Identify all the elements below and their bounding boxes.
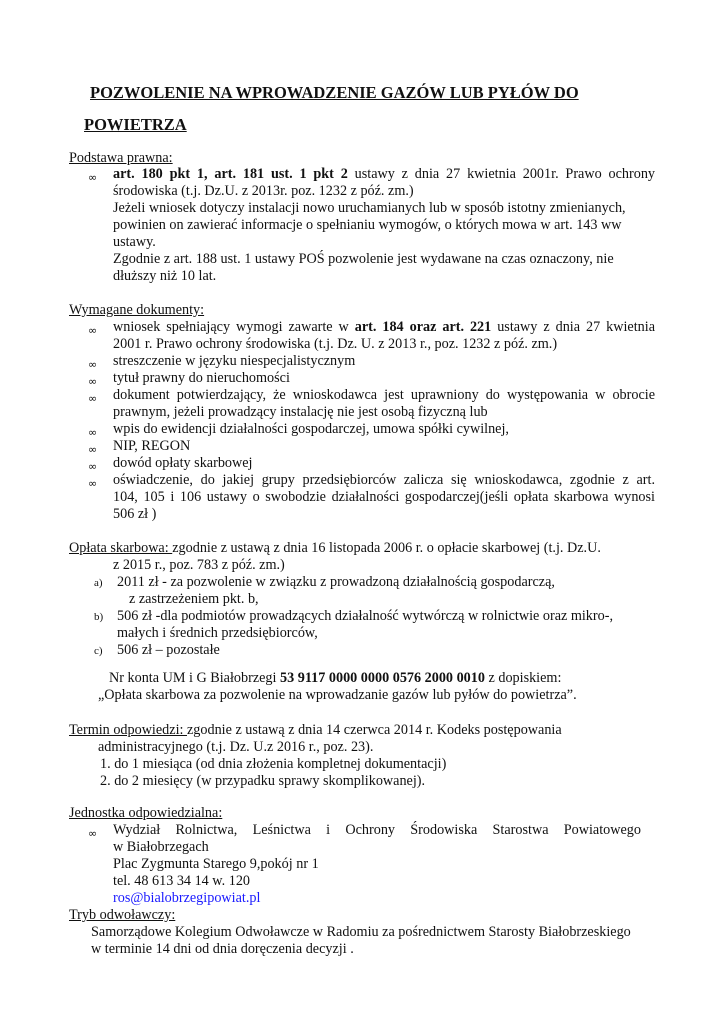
email-link[interactable]: ros@bialobrzegipowiat.pl [113,890,261,906]
bullet-icon: ∞ [88,443,98,456]
oplata-b-line1: 506 zł -dla podmiotów prowadzących działalność wytwórczą w rolnictwie oraz mikro-, [117,608,613,624]
podstawa-p2-line2: powinien on zawierać informacje o spełnianiu wymogów, o których mowa w art. 143 ww [113,217,622,233]
list-marker-a: a) [94,577,103,589]
oplata-heading: Opłata skarbowa: [69,540,173,556]
bank-account-label: Nr konta UM i G Białobrzegi [109,670,281,686]
bullet-icon: ∞ [88,426,98,439]
list-marker-b: b) [94,611,104,623]
wymagane-item-5: wpis do ewidencji działalności gospodarczej, umowa spółki cywilnej, [113,421,509,437]
termin-option-2: 2. do 2 miesięcy (w przypadku sprawy skomplikowanej). [100,773,426,789]
wymagane-heading: Wymagane dokumenty: [69,302,205,318]
wymagane-item-6: NIP, REGON [113,438,191,454]
bullet-icon: ∞ [88,477,98,490]
jednostka-heading: Jednostka odpowiedzialna: [69,805,223,821]
termin-line1-text: zgodnie z ustawą z dnia 14 czerwca 2014 r. Kodeks postępowania [187,722,562,738]
bullet-icon: ∞ [88,324,98,337]
bullet-icon: ∞ [88,460,98,473]
oplata-line1-text: zgodnie z ustawą z dnia 16 listopada 2006 r. o opłacie skarbowej (t.j. Dz.U. [172,540,601,556]
jednostka-phone: tel. 48 613 34 14 w. 120 [113,873,251,889]
podstawa-heading: Podstawa prawna: [69,150,173,166]
wymagane-item-1-c: ustawy z dnia 27 kwietnia [491,319,655,335]
oplata-a-line2: z zastrzeżeniem pkt. b, [129,591,259,607]
jednostka-address: Plac Zygmunta Starego 9,pokój nr 1 [113,856,319,872]
wymagane-item-1 [113,319,655,336]
bank-account-suffix: z dopiskiem: [484,670,562,686]
wymagane-item-3: tytuł prawny do nieruchomości [113,370,290,386]
podstawa-p1-rest: ustawy z dnia 27 kwietnia 2001r. Prawo ochrony [347,166,656,182]
wymagane-item-8-line1: oświadczenie, do jakiej grupy przedsiębiorców zalicza się wnioskodawca, zgodnie z art. [113,472,655,488]
page-title-line-1: POZWOLENIE NA WPROWADZENIE GAZÓW LUB PYŁÓW DO [90,83,579,102]
wymagane-item-8-line3: 506 zł ) [113,506,157,522]
list-marker-c: c) [94,645,103,657]
podstawa-p2-line3: ustawy. [113,234,156,250]
oplata-line2: z 2015 r., poz. 783 z póź. zm.) [113,557,285,573]
bullet-icon: ∞ [88,375,98,388]
wymagane-item-2: streszczenie w języku niespecjalistycznym [113,353,356,369]
tryb-heading: Tryb odwoławczy: [69,907,176,923]
termin-line1 [69,722,562,739]
bank-account-number: 53 9117 0000 0000 0576 2000 0010 [280,670,485,686]
wymagane-item-7: dowód opłaty skarbowej [113,455,253,471]
bullet-icon: ∞ [88,827,98,840]
wymagane-item-4-line2: prawnym, jeżeli prowadzący instalację nie jest osobą fizyczną lub [113,404,488,420]
oplata-line1 [69,540,601,557]
podstawa-p1-line2: środowiska (t.j. Dz.U. z 2013r. poz. 1232 z póź. zm.) [113,183,414,199]
payment-note: „Opłata skarbowa za pozwolenie na wprowadzanie gazów lub pyłów do powietrza”. [98,687,577,703]
podstawa-p3-line1: Zgodnie z art. 188 ust. 1 ustawy POŚ pozwolenie jest wydawane na czas oznaczony, nie [113,251,614,267]
wymagane-item-1-a: wniosek spełniający wymogi zawarte w [113,319,355,335]
jednostka-line2: w Białobrzegach [113,839,209,855]
bank-account-line [109,670,561,687]
oplata-b-line2: małych i średnich przedsiębiorców, [117,625,318,641]
page-title-line-2: POWIETRZA [84,115,187,134]
podstawa-p1 [113,166,655,183]
termin-option-1: 1. do 1 miesiąca (od dnia złożenia kompletnej dokumentacji) [100,756,447,772]
termin-line2: administracyjnego (t.j. Dz. U.z 2016 r., poz. 23). [98,739,374,755]
wymagane-item-8-line2: 104, 105 i 106 ustawy o swobodzie działalności gospodarczej(jeśli opłata skarbowa wynosi [113,489,655,505]
wymagane-item-1-line2: 2001 r. Prawo ochrony środowiska (t.j. Dz. U. z 2013 r., poz. 1232 z póź. zm.) [113,336,558,352]
bullet-icon: ∞ [88,171,98,184]
tryb-line2: w terminie 14 dni od dnia doręczenia decyzji . [91,941,354,957]
podstawa-p3-line2: dłuższy niż 10 lat. [113,268,217,284]
tryb-line1: Samorządowe Kolegium Odwoławcze w Radomiu za pośrednictwem Starosty Białobrzeskiego [91,924,631,940]
oplata-c-line1: 506 zł – pozostałe [117,642,220,658]
wymagane-item-1-bold: art. 184 oraz art. 221 [354,319,492,335]
podstawa-p1-bold: art. 180 pkt 1, art. 181 ust. 1 pkt 2 [113,166,348,182]
jednostka-line1: Wydział Rolnictwa, Leśnictwa i Ochrony Środowiska Starostwa Powiatowego [113,822,641,838]
bullet-icon: ∞ [88,358,98,371]
wymagane-item-4-line1: dokument potwierdzający, że wnioskodawca jest uprawniony do występowania w obrocie [113,387,655,403]
termin-heading: Termin odpowiedzi: [69,722,187,738]
oplata-a-line1: 2011 zł - za pozwolenie w związku z prowadzoną działalnością gospodarczą, [117,574,555,590]
podstawa-p2-line1: Jeżeli wniosek dotyczy instalacji nowo uruchamianych lub w sposób istotny zmienianych, [113,200,626,216]
bullet-icon: ∞ [88,392,98,405]
